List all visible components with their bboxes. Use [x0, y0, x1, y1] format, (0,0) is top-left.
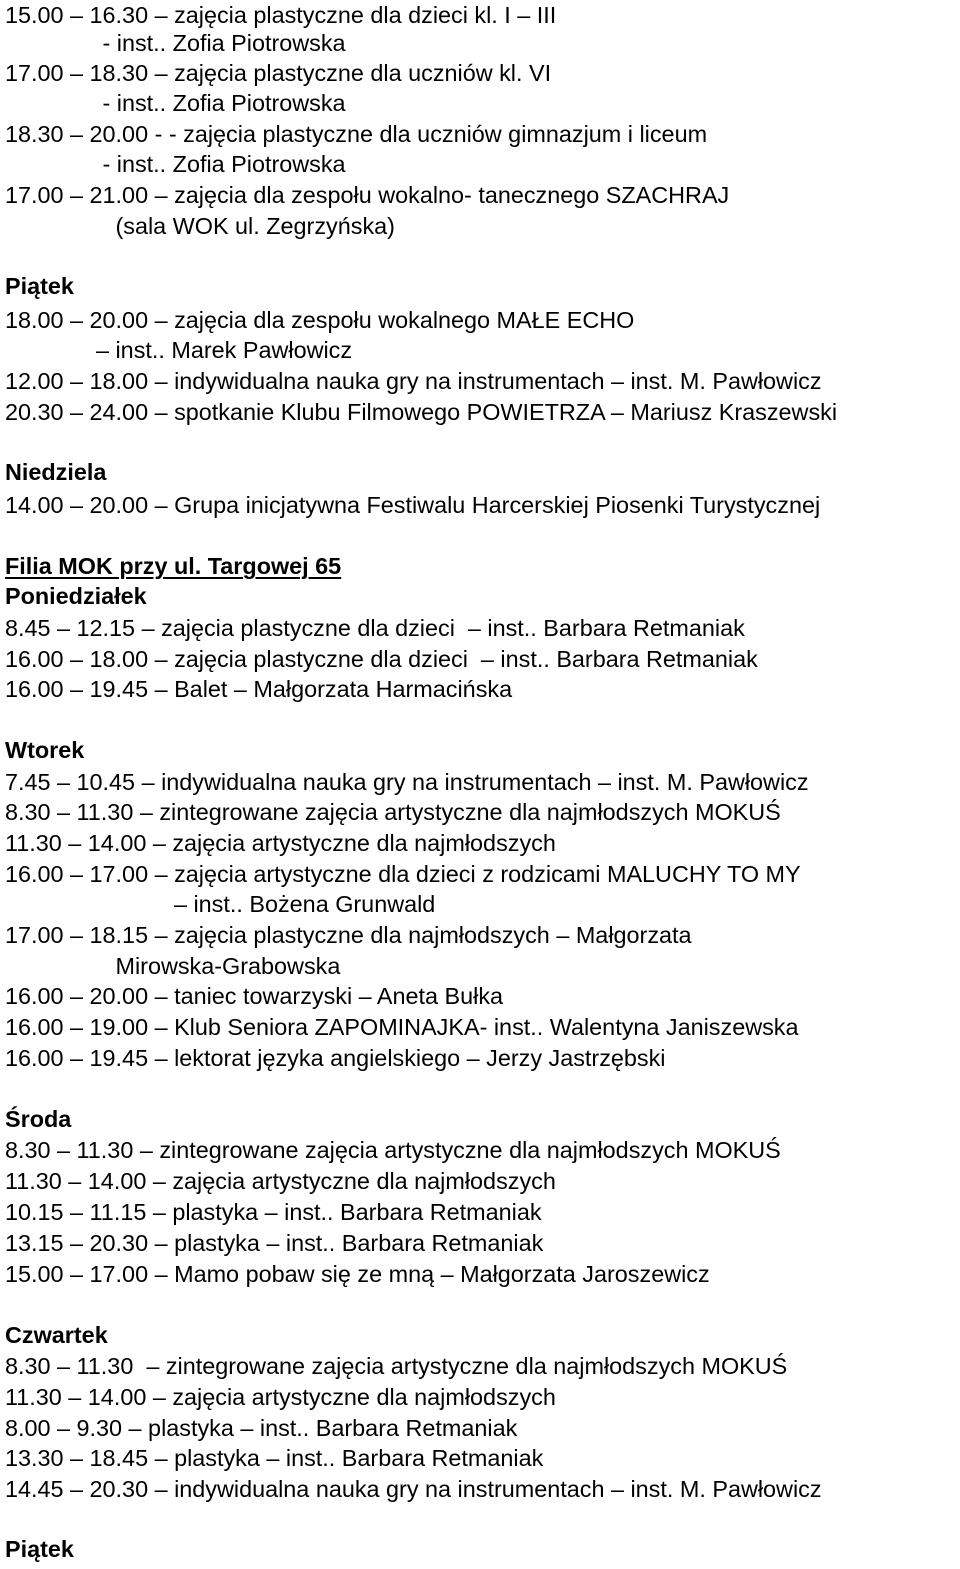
schedule-line: 20.30 – 24.00 – spotkanie Klubu Filmowego POWIETRZA – Mariusz Kraszewski	[5, 399, 838, 425]
schedule-line: - inst.. Zofia Piotrowska	[5, 90, 346, 116]
schedule-line: 13.15 – 20.30 – plastyka – inst.. Barbara Retmaniak	[5, 1230, 544, 1256]
schedule-line: – inst.. Marek Pawłowicz	[5, 337, 353, 363]
schedule-line: 17.00 – 18.30 – zajęcia plastyczne dla uczniów kl. VI	[5, 60, 552, 86]
day-heading-poniedzialek: Poniedziałek	[5, 583, 147, 609]
schedule-line: 16.00 – 17.00 – zajęcia artystyczne dla dzieci z rodzicami MALUCHY TO MY	[5, 861, 801, 887]
day-heading-niedziela: Niedziela	[5, 459, 107, 485]
schedule-line: (sala WOK ul. Zegrzyńska)	[5, 213, 395, 239]
section-heading-filia: Filia MOK przy ul. Targowej 65	[5, 553, 342, 579]
schedule-line: 14.00 – 20.00 – Grupa inicjatywna Festiwalu Harcerskiej Piosenki Turystycznej	[5, 492, 821, 518]
schedule-line: 17.00 – 21.00 – zajęcia dla zespołu wokalno- tanecznego SZACHRAJ	[5, 182, 730, 208]
schedule-line: 11.30 – 14.00 – zajęcia artystyczne dla najmłodszych	[5, 830, 556, 856]
schedule-line: 15.00 – 17.00 – Mamo pobaw się ze mną – Małgorzata Jaroszewicz	[5, 1261, 710, 1287]
schedule-line: 14.45 – 20.30 – indywidualna nauka gry na instrumentach – inst. M. Pawłowicz	[5, 1476, 822, 1502]
schedule-line: 8.45 – 12.15 – zajęcia plastyczne dla dzieci – inst.. Barbara Retmaniak	[5, 615, 745, 641]
day-heading-piatek-2: Piątek	[5, 1536, 74, 1562]
schedule-line: 16.00 – 18.00 – zajęcia plastyczne dla dzieci – inst.. Barbara Retmaniak	[5, 646, 758, 672]
schedule-line: 8.30 – 11.30 – zintegrowane zajęcia artystyczne dla najmłodszych MOKUŚ	[5, 1137, 781, 1163]
schedule-line: 15.00 – 16.30 – zajęcia plastyczne dla dzieci kl. I – III	[5, 2, 557, 28]
schedule-line: 13.30 – 18.45 – plastyka – inst.. Barbara Retmaniak	[5, 1445, 544, 1471]
day-heading-wtorek: Wtorek	[5, 737, 85, 763]
schedule-line: 8.30 – 11.30 – zintegrowane zajęcia artystyczne dla najmłodszych MOKUŚ	[5, 1353, 788, 1379]
day-heading-czwartek: Czwartek	[5, 1322, 108, 1348]
schedule-line: Mirowska-Grabowska	[5, 953, 341, 979]
schedule-line: 16.00 – 19.45 – lektorat języka angielskiego – Jerzy Jastrzębski	[5, 1045, 666, 1071]
schedule-line: 7.45 – 10.45 – indywidualna nauka gry na instrumentach – inst. M. Pawłowicz	[5, 769, 809, 795]
schedule-line: 16.00 – 19.45 – Balet – Małgorzata Harmacińska	[5, 676, 513, 702]
schedule-line: 8.00 – 9.30 – plastyka – inst.. Barbara Retmaniak	[5, 1415, 518, 1441]
schedule-line: 18.00 – 20.00 – zajęcia dla zespołu wokalnego MAŁE ECHO	[5, 307, 635, 333]
schedule-line: - inst.. Zofia Piotrowska	[5, 151, 346, 177]
schedule-line: 11.30 – 14.00 – zajęcia artystyczne dla najmłodszych	[5, 1168, 556, 1194]
schedule-line: - inst.. Zofia Piotrowska	[5, 30, 346, 56]
day-heading-piatek: Piątek	[5, 273, 74, 299]
schedule-line: 16.00 – 20.00 – taniec towarzyski – Aneta Bułka	[5, 983, 504, 1009]
schedule-line: 12.00 – 18.00 – indywidualna nauka gry na instrumentach – inst. M. Pawłowicz	[5, 368, 822, 394]
schedule-line: 17.00 – 18.15 – zajęcia plastyczne dla najmłodszych – Małgorzata	[5, 922, 692, 948]
schedule-line: 16.00 – 19.00 – Klub Seniora ZAPOMINAJKA- inst.. Walentyna Janiszewska	[5, 1014, 799, 1040]
schedule-line: 10.15 – 11.15 – plastyka – inst.. Barbara Retmaniak	[5, 1199, 542, 1225]
schedule-line: – inst.. Bożena Grunwald	[5, 891, 436, 917]
schedule-line: 18.30 – 20.00 - - zajęcia plastyczne dla uczniów gimnazjum i liceum	[5, 121, 708, 147]
schedule-line: 11.30 – 14.00 – zajęcia artystyczne dla najmłodszych	[5, 1384, 556, 1410]
schedule-line: 8.30 – 11.30 – zintegrowane zajęcia artystyczne dla najmłodszych MOKUŚ	[5, 799, 781, 825]
day-heading-sroda: Środa	[5, 1106, 72, 1132]
